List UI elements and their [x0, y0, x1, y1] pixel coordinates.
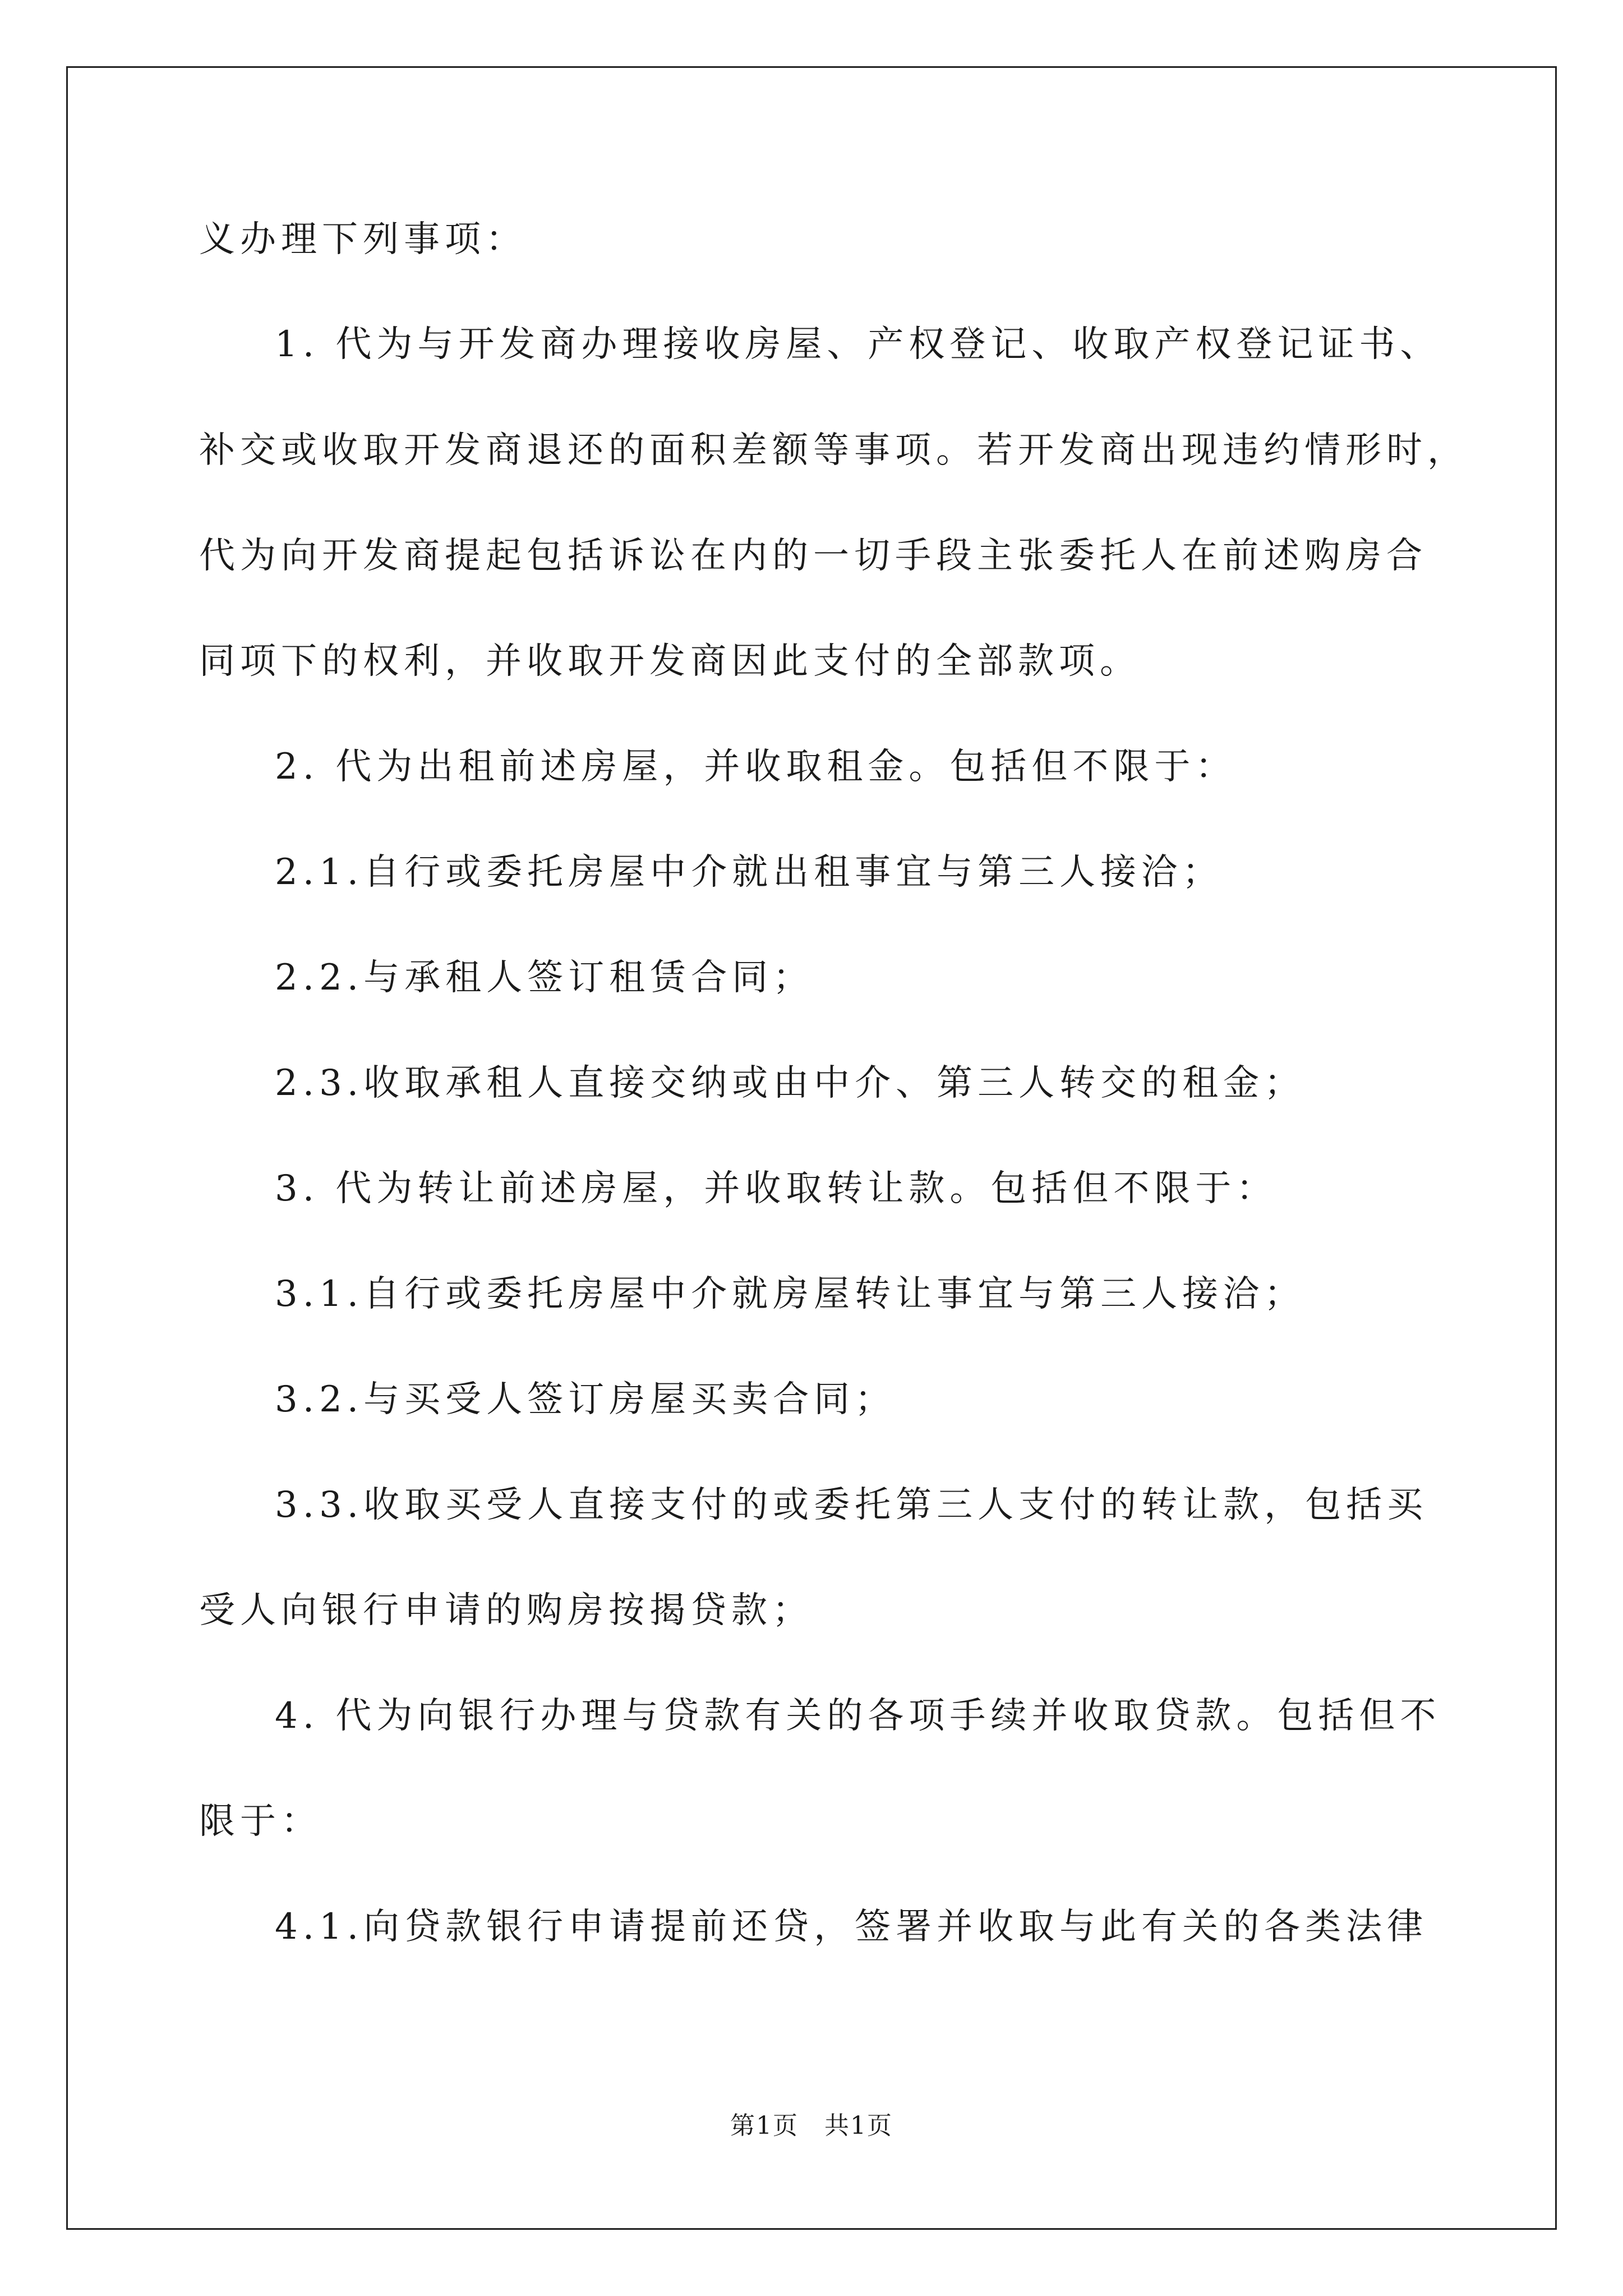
- text-line: 4. 代为向银行办理与贷款有关的各项手续并收取贷款。包括但不: [275, 1695, 1441, 1737]
- text-line: 代为向开发商提起包括诉讼在内的一切手段主张委托人在前述购房合: [199, 535, 1427, 577]
- text-line: 义办理下列事项：: [199, 219, 527, 260]
- text-line: 2.3.收取承租人直接交纳或由中介、第三人转交的租金；: [275, 1062, 1306, 1104]
- text-line: 2.1.自行或委托房屋中介就出租事宜与第三人接洽；: [275, 852, 1224, 893]
- text-line: 3.1.自行或委托房屋中介就房屋转让事宜与第三人接洽；: [275, 1273, 1306, 1315]
- text-line: 3.3.收取买受人直接支付的或委托第三人支付的转让款，包括买: [275, 1484, 1428, 1526]
- page-border: [66, 66, 1557, 2230]
- text-line: 限于：: [199, 1801, 322, 1842]
- text-line: 3.2.与买受人签订房屋买卖合同；: [275, 1379, 896, 1420]
- text-line: 3. 代为转让前述房屋，并收取转让款。包括但不限于：: [275, 1168, 1278, 1209]
- text-line: 4.1.向贷款银行申请提前还贷，签署并收取与此有关的各类法律: [275, 1906, 1428, 1948]
- text-line: 同项下的权利，并收取开发商因此支付的全部款项。: [199, 641, 1141, 682]
- page-number: 第1页 共1页: [730, 2111, 893, 2140]
- text-line: 2. 代为出租前述房屋，并收取租金。包括但不限于：: [275, 746, 1237, 788]
- text-line: 1. 代为与开发商办理接收房屋、产权登记、收取产权登记证书、: [275, 324, 1441, 365]
- text-line: 2.2.与承租人签订租赁合同；: [275, 957, 814, 999]
- text-line: 受人向银行申请的购房按揭贷款；: [199, 1590, 813, 1631]
- text-line: 补交或收取开发商退还的面积差额等事项。若开发商出现违约情形时，: [199, 430, 1468, 471]
